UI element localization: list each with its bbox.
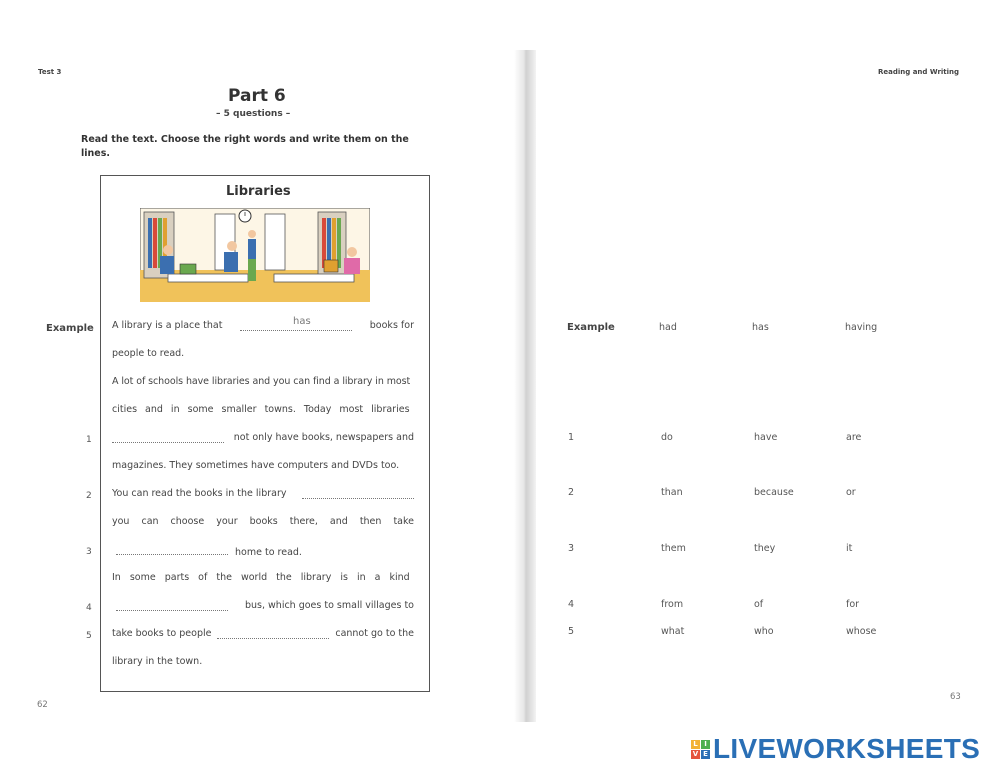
text-line-q4 bbox=[116, 600, 414, 611]
answer-blank-2[interactable] bbox=[302, 488, 414, 499]
text-segment: bus, which goes to small villages to bbox=[244, 600, 414, 611]
option-word[interactable]: for bbox=[846, 599, 860, 610]
part-subtitle: – 5 questions – bbox=[216, 109, 291, 119]
text-line-13: library in the town. bbox=[112, 656, 203, 667]
logo-letter: V bbox=[692, 750, 699, 758]
page-number-right: 63 bbox=[950, 692, 961, 702]
option-word[interactable]: they bbox=[754, 543, 776, 554]
box-title: Libraries bbox=[226, 184, 291, 199]
row-number: 1 bbox=[568, 432, 575, 443]
right-page bbox=[524, 50, 999, 722]
text-segment: You can read the books in the library bbox=[112, 488, 287, 499]
logo-mark bbox=[691, 740, 710, 759]
question-number-2: 2 bbox=[86, 491, 92, 501]
example-label-right: Example bbox=[567, 322, 615, 333]
logo-letter: L bbox=[691, 740, 700, 749]
library-illustration bbox=[140, 208, 370, 302]
question-number-3: 3 bbox=[86, 547, 92, 557]
text-line-q2 bbox=[112, 488, 414, 499]
option-word[interactable]: of bbox=[754, 599, 764, 610]
option-word[interactable]: them bbox=[661, 543, 686, 554]
logo-text: LIVEWORKSHEETS bbox=[713, 733, 981, 764]
book-gutter bbox=[514, 50, 536, 722]
option-word[interactable]: it bbox=[846, 543, 853, 554]
text-segment: not only have books, newspapers and bbox=[233, 432, 414, 443]
text-segment: home to read. bbox=[235, 547, 302, 558]
example-option: having bbox=[845, 322, 878, 333]
answer-blank-4[interactable] bbox=[116, 600, 228, 611]
text-line-4: cities and in some smaller towns. Today most libraries bbox=[112, 404, 410, 415]
text-line-1 bbox=[112, 320, 414, 331]
row-number: 2 bbox=[568, 487, 575, 498]
option-word[interactable]: because bbox=[754, 487, 794, 498]
question-number-4: 4 bbox=[86, 603, 92, 613]
row-number: 3 bbox=[568, 543, 575, 554]
text-line-2: people to read. bbox=[112, 348, 185, 359]
option-word[interactable]: who bbox=[754, 626, 774, 637]
question-number-5: 5 bbox=[86, 631, 92, 641]
test-header: Test 3 bbox=[38, 68, 62, 76]
logo-letter: E bbox=[701, 750, 710, 759]
row-number: 4 bbox=[568, 599, 575, 610]
text-line-6: magazines. They sometimes have computers and DVDs too. bbox=[112, 460, 400, 471]
row-number: 5 bbox=[568, 626, 575, 637]
text-line-10: In some parts of the world the library is in a kind bbox=[112, 572, 410, 583]
example-option: had bbox=[659, 322, 677, 333]
option-word[interactable]: or bbox=[846, 487, 856, 498]
answer-blank-3[interactable] bbox=[116, 544, 228, 555]
page-number-left: 62 bbox=[37, 700, 48, 710]
option-word[interactable]: than bbox=[661, 487, 683, 498]
question-number-1: 1 bbox=[86, 435, 92, 445]
option-word[interactable]: have bbox=[754, 432, 778, 443]
liveworksheets-logo bbox=[691, 733, 980, 765]
text-line-8: you can choose your books there, and then take bbox=[112, 516, 414, 527]
option-word[interactable]: are bbox=[846, 432, 862, 443]
text-segment: A library is a place that bbox=[112, 320, 223, 331]
example-option: has bbox=[752, 322, 769, 333]
option-word[interactable]: whose bbox=[846, 626, 877, 637]
text-line-q5 bbox=[112, 628, 414, 639]
text-line-q1 bbox=[112, 432, 414, 443]
instructions: Read the text. Choose the right words and write them on the lines. bbox=[81, 134, 409, 159]
text-line-3: A lot of schools have libraries and you can find a library in most bbox=[112, 376, 411, 387]
text-line-q3 bbox=[116, 544, 302, 558]
example-answer: has bbox=[293, 316, 311, 327]
answer-blank-1[interactable] bbox=[112, 432, 224, 443]
section-header: Reading and Writing bbox=[878, 68, 960, 76]
option-word[interactable]: from bbox=[661, 599, 684, 610]
option-word[interactable]: do bbox=[661, 432, 673, 443]
text-segment: books for bbox=[369, 320, 414, 331]
option-word[interactable]: what bbox=[661, 626, 685, 637]
text-segment: cannot go to the bbox=[335, 628, 414, 639]
answer-blank-5[interactable] bbox=[217, 628, 329, 639]
part-title: Part 6 bbox=[228, 86, 286, 106]
text-segment: take books to people bbox=[112, 628, 212, 639]
logo-letter: I bbox=[701, 740, 710, 749]
example-label: Example bbox=[46, 323, 94, 334]
